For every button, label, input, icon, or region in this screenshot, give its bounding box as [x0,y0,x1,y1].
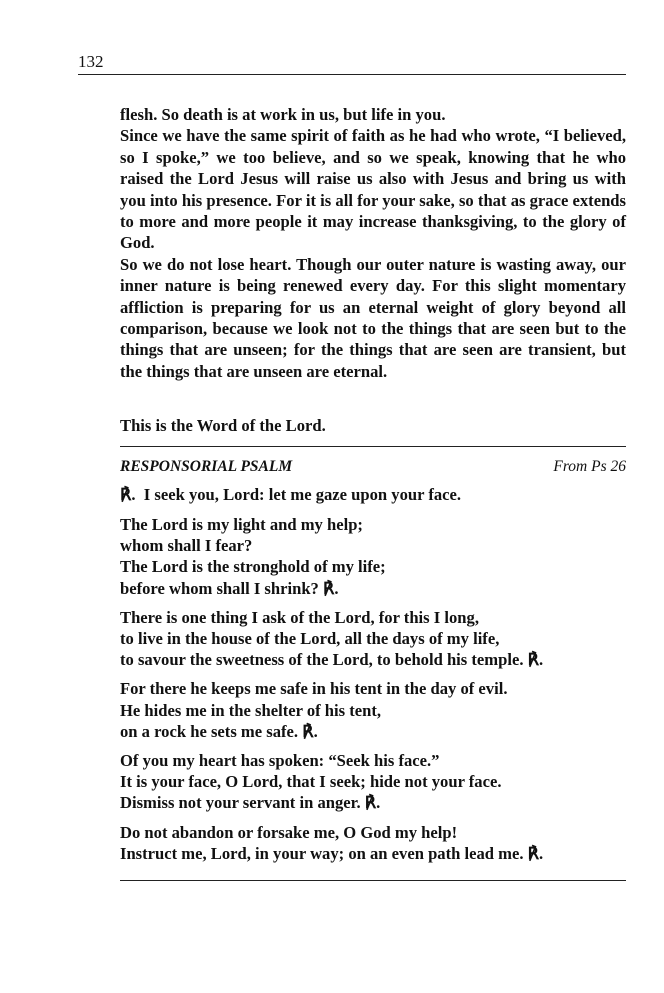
stanza-line-text: to savour the sweetness of the Lord, to behold his temple. [120,650,524,670]
refrain-text: I seek you, Lord: let me gaze upon your face. [143,485,462,504]
stanza-line [120,578,626,599]
reading-paragraph: Since we have the same spirit of faith as he had who wrote, “I believed, so I spoke,” we too believe, and so we speak, knowing that he who raised the Lord Jesus will raise us also with Jesus and bring us with you into his presence. For it is all for your sake, so that as grace extends to more and more people it may increase thanksgiving, to the glory of God. [120,126,626,253]
stanza-line-text: before whom shall I shrink? [120,578,319,598]
page-number: 132 [78,52,104,71]
psalm-heading [120,458,626,476]
stanza-line: It is your face, O Lord, that I seek; hide not your face. [120,772,502,792]
stanza-line-text: on a rock he sets me safe. [120,721,299,741]
reading-paragraph: So we do not lose heart. Though our outer nature is wasting away, our inner nature is being renewed every day. For this slight momentary affliction is preparing for us an eternal weight of glory beyond all comparison, because we look not to the things that are seen but to the things that are unseen; for the things that are seen are transient, but the things that are unseen are eternal. [120,254,626,381]
stanza-line: Of you my heart has spoken: “Seek his face.” [120,751,440,771]
stanza-line [120,843,626,864]
psalm-stanzas [120,514,626,872]
stanza-line-text: Dismiss not your servant in anger. [120,793,361,813]
response-symbol: ℟. [302,721,318,741]
stanza-line: to live in the house of the Lord, all the days of my life, [120,629,500,649]
stanza-line-text: Instruct me, Lord, in your way; on an even path lead me. [120,843,524,863]
response-symbol: ℟. [364,793,381,813]
psalm-stanza [120,514,626,599]
stanza-line [120,721,626,742]
footer-rule [120,880,626,881]
header-rule [78,74,626,75]
psalm-source: From Ps 26 [553,458,626,475]
stanza-line: whom shall I fear? [120,536,253,556]
psalm-title: RESPONSORIAL PSALM [120,458,293,475]
psalm-stanza [120,750,626,814]
stanza-line: There is one thing I ask of the Lord, for this I long, [120,607,479,627]
response-symbol: ℟. [527,843,544,863]
reading-closing: This is the Word of the Lord. [120,416,326,435]
response-symbol: ℟. [120,485,136,504]
response-symbol: ℟. [323,578,339,598]
psalm-stanza [120,678,626,742]
stanza-line: Do not abandon or forsake me, O God my help! [120,822,458,842]
reading-text [120,104,626,382]
stanza-line: The Lord is my light and my help; [120,515,363,534]
psalm-refrain [120,485,461,505]
psalm-stanza [120,607,626,671]
stanza-line [120,792,626,813]
stanza-line: He hides me in the shelter of his tent, [120,700,382,720]
response-symbol: ℟. [527,650,544,670]
section-divider [120,446,626,447]
stanza-line: The Lord is the stronghold of my life; [120,557,386,577]
psalm-stanza [120,822,626,864]
stanza-line: For there he keeps me safe in his tent in the day of evil. [120,679,508,699]
stanza-line [120,649,626,670]
reading-paragraph: flesh. So death is at work in us, but life in you. [120,105,446,124]
